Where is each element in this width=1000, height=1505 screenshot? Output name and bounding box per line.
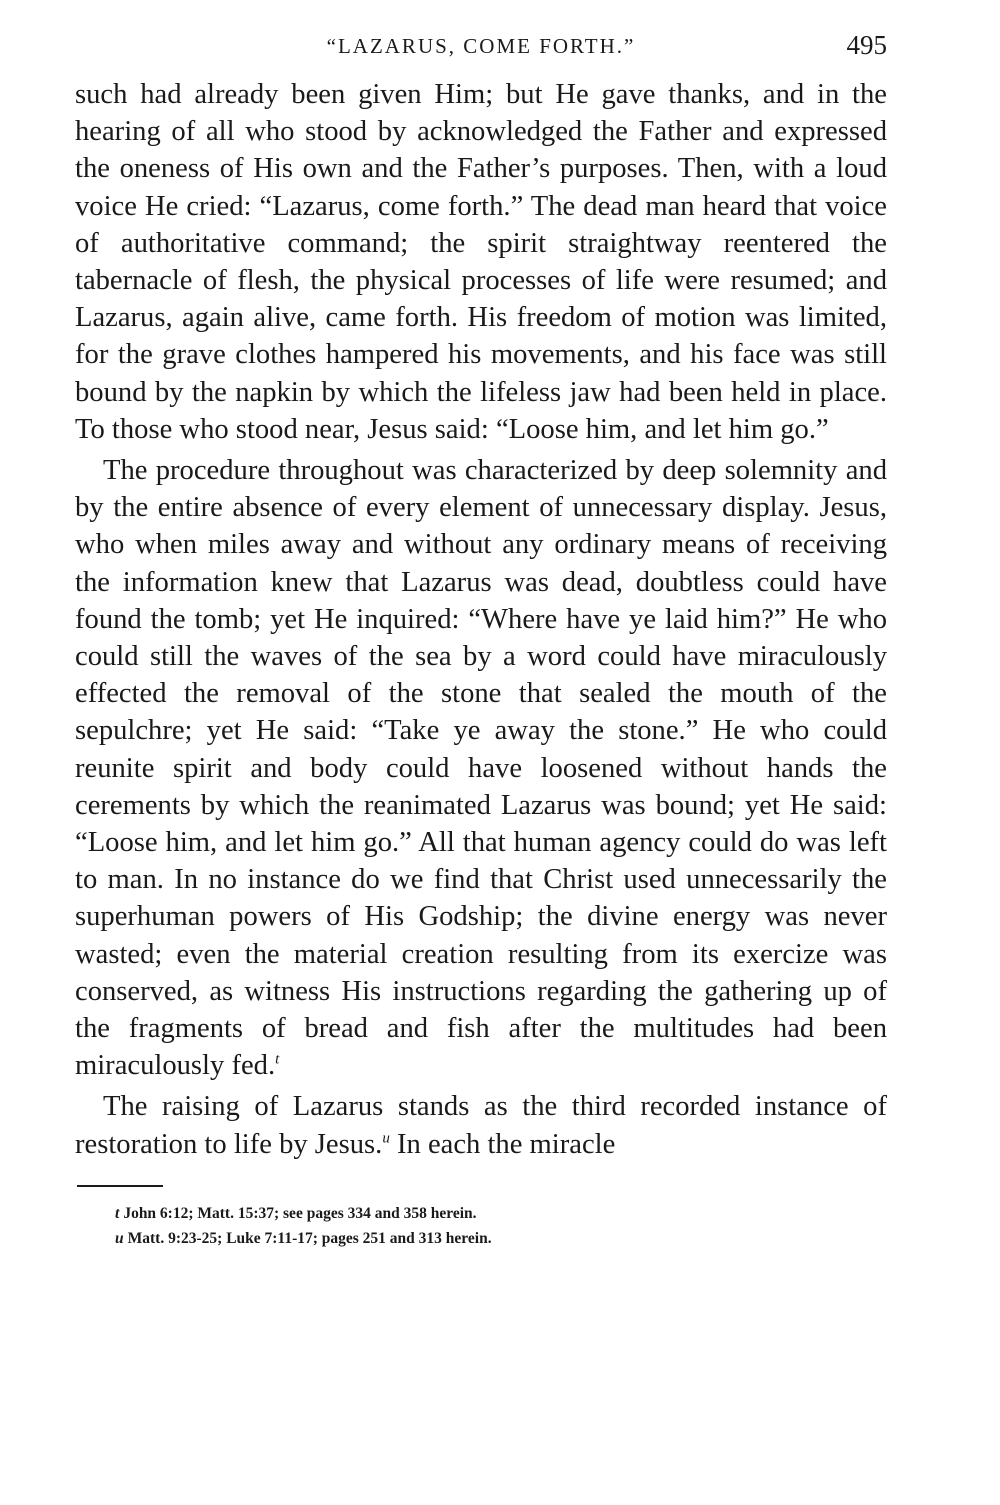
footnote-mark: t (115, 1204, 120, 1222)
paragraph-2 (75, 452, 887, 1084)
running-header (75, 28, 887, 68)
footnote-mark: u (115, 1229, 124, 1247)
book-page (75, 28, 887, 1251)
footnote-ref-t[interactable]: t (275, 1051, 280, 1068)
footnote-text: John 6:12; Matt. 15:37; see pages 334 and 358 herein. (123, 1204, 477, 1222)
paragraph-3-text: The raising of Lazarus stands as the third recorded instance of restoration to life by Jesus. (75, 1091, 887, 1160)
page-number: 495 (846, 30, 887, 60)
footnote-text: Matt. 9:23-25; Luke 7:11-17; pages 251 and 313 herein. (127, 1229, 492, 1247)
paragraph-2-text: The procedure throughout was characterized by deep solemnity and by the entire absence of every element of unnecessary display. Jesus, who when miles away and without any ordinary means of receiving the information knew that Lazarus was dead, doubtless could have found the tomb; yet He inquired: “Where have ye laid him?” He who could still the waves of the sea by a word could have miraculously effected the removal of the stone that sealed the mouth of the sepulchre; yet He said: “Take ye away the stone.” He who could reunite spirit and body could have loosened without hands the cerements by which the reanimated Lazarus was bound; yet He said: “Loose him, and let him go.” All that human agency could do was left to man. In no instance do we find that Christ used unnecessarily the superhuman powers of His Godship; the divine energy was never wasted; even the material creation resulting from its exercize was conserved, as witness His instructions regarding the gathering up of the fragments of bread and fish after the multitudes had been miraculously fed. (75, 455, 887, 1082)
paragraph-3 (75, 1088, 887, 1162)
paragraph-1-text: such had already been given Him; but He gave thanks, and in the hearing of all who stood by acknowledged the Father and expressed the oneness of His own and the Father’s purposes. Then, with a loud voice He cried: “Lazarus, come forth.” The dead man heard that voice of authoritative command; the spirit straightway reentered the tabernacle of flesh, the physical processes of life were resumed; and Lazarus, again alive, came forth. His freedom of motion was limited, for the grave clothes hampered his movements, and his face was still bound by the napkin by which the lifeless jaw had been held in place. To those who stood near, Jesus said: “Loose him, and let him go.” (75, 79, 887, 445)
paragraph-3-tail: In each the miracle (389, 1128, 616, 1160)
running-title: “LAZARUS, COME FORTH.” (326, 34, 636, 58)
paragraph-1 (75, 76, 887, 448)
footnote-t (115, 1201, 887, 1226)
footnote-divider (77, 1185, 163, 1187)
footnotes (115, 1201, 887, 1251)
footnote-u (115, 1226, 887, 1251)
footnote-ref-u[interactable]: u (382, 1130, 390, 1147)
